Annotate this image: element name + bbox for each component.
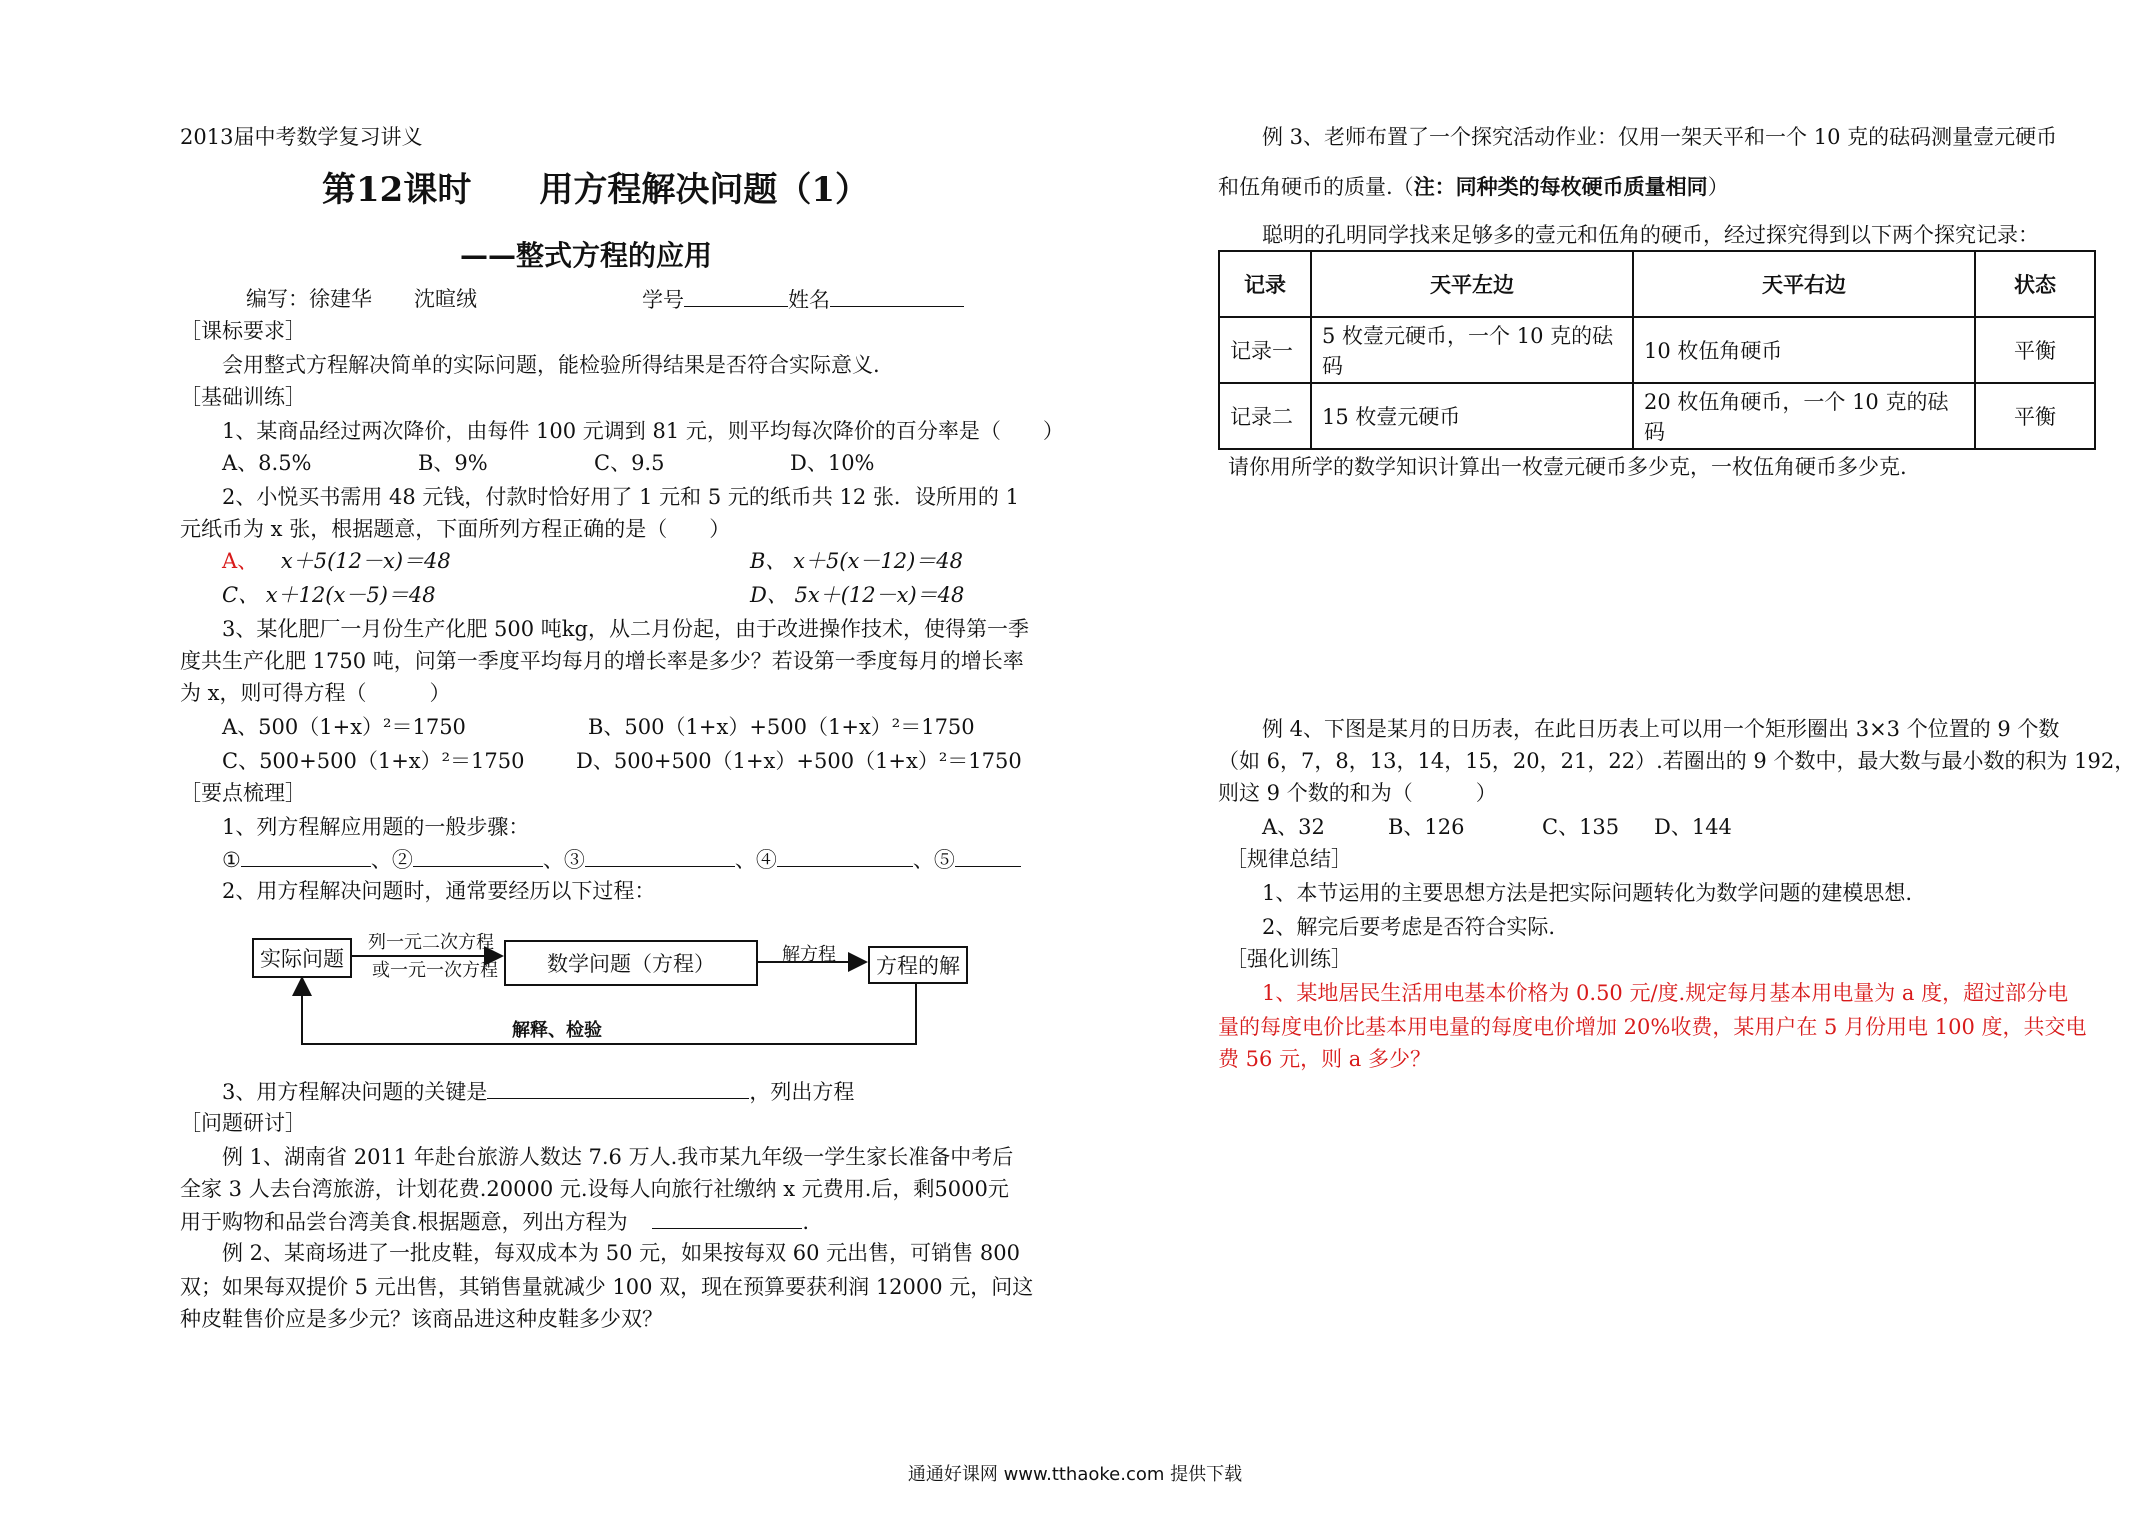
- example-4-line-2: （如 6，7，8，13，14，15，20，21，22）.若圈出的 9 个数中，最大数与最小数的积为 192，: [1218, 749, 2136, 773]
- ex4-option-a: A、32: [1262, 815, 1325, 839]
- header-record: 记录: [1219, 251, 1311, 317]
- point-3-tail: ，列出方程: [749, 1080, 855, 1104]
- example-3-line-1: 例 3、老师布置了一个探究活动作业：仅用一架天平和一个 10 克的砝码测量壹元硬币: [1262, 125, 2058, 149]
- step-5: 、⑤: [912, 848, 955, 872]
- section-summary: ［规律总结］: [1226, 847, 1352, 871]
- row-2-record: 记录二: [1219, 383, 1311, 449]
- question-1: 1、某商品经过两次降价，由每件 100 元调到 81 元，则平均每次降价的百分率是（ ）: [222, 419, 1064, 443]
- q1-option-d: D、10%: [790, 451, 875, 475]
- step-4: 、④: [734, 848, 777, 872]
- section-standard: ［课标要求］: [180, 319, 306, 343]
- row-1-record: 记录一: [1219, 317, 1311, 383]
- flow-return-line: [302, 978, 916, 1044]
- point-1: 1、列方程解应用题的一般步骤：: [222, 815, 530, 839]
- q3-option-b: B、500（1+x）+500（1+x）²＝1750: [588, 715, 975, 739]
- question-2-line-2: 元纸币为 x 张，根据题意，下面所列方程正确的是（ ）: [180, 517, 731, 541]
- flow-arrow-2-label: 解方程: [782, 944, 836, 965]
- strengthen-1-line-2: 量的每度电价比基本用电量的每度电价增加 20%收费，某用户在 5 月份用电 100 度，共交电: [1218, 1015, 2087, 1039]
- example-1-line-3: 用于购物和品尝台湾美食.根据题意，列出方程为 .: [180, 1206, 809, 1237]
- example-3-line-2: [1218, 172, 1729, 202]
- q2-option-a-label: A、: [222, 549, 259, 573]
- summary-2: 2、解完后要考虑是否符合实际.: [1262, 915, 1556, 939]
- example-3-text: 和伍角硬币的质量.（: [1218, 175, 1414, 199]
- example-1-prompt: 用于购物和品尝台湾美食.根据题意，列出方程为: [180, 1210, 628, 1234]
- row-1-left: 5 枚壹元硬币，一个 10 克的砝码: [1311, 317, 1633, 383]
- header-left-pan: 天平左边: [1311, 251, 1633, 317]
- student-id-label: 学号: [642, 288, 684, 312]
- q2-option-b: B、 x＋5(x－12)＝48: [750, 549, 963, 573]
- ex4-option-c: C、135: [1542, 815, 1620, 839]
- strengthen-1-line-3: 费 56 元，则 a 多少？: [1218, 1047, 1431, 1071]
- question-2-line-1: 2、小悦买书需用 48 元钱，付款时恰好用了 1 元和 5 元的纸币共 12 张．设所用的 1: [222, 485, 1019, 509]
- example-2-line-1: 例 2、某商场进了一批皮鞋，每双成本为 50 元，如果按每双 60 元出售，可销售 800: [222, 1241, 1020, 1265]
- section-basic: ［基础训练］: [180, 385, 306, 409]
- point-2: 2、用方程解决问题时，通常要经历以下过程：: [222, 879, 656, 903]
- q2-option-d: D、 5x＋(12－x)＝48: [750, 583, 965, 607]
- step-1: ①: [222, 848, 241, 872]
- summary-1: 1、本节运用的主要思想方法是把实际问题转化为数学问题的建模思想.: [1262, 881, 1913, 905]
- example-3-question: 请你用所学的数学知识计算出一枚壹元硬币多少克，一枚伍角硬币多少克.: [1228, 455, 1907, 479]
- lesson-title: 第12课时 用方程解决问题（1）: [322, 170, 869, 210]
- step-3: 、③: [542, 848, 585, 872]
- flow-arrow-1-bottom-label: 或一元一次方程: [372, 960, 498, 981]
- strengthen-1-line-1: 1、某地居民生活用电基本价格为 0.50 元/度.规定每月基本用电量为 a 度，超过部分电: [1262, 981, 2069, 1005]
- footer-credit: 通通好课网 www.tthaoke.com 提供下载: [907, 1464, 1243, 1485]
- row-1-status: 平衡: [1975, 317, 2095, 383]
- row-1-right: 10 枚伍角硬币: [1633, 317, 1975, 383]
- q3-option-d: D、500+500（1+x）+500（1+x）²＝1750: [576, 749, 1022, 773]
- section-strengthen: ［强化训练］: [1226, 947, 1352, 971]
- authors: 编写：徐建华 沈暄绒: [246, 287, 477, 311]
- example-2-line-2: 双；如果每双提价 5 元出售，其销售量就减少 100 双，现在预算要获利润 12000 元，问这: [180, 1275, 1034, 1299]
- q3-option-a: A、500（1+x）²＝1750: [222, 715, 466, 739]
- header-right-pan: 天平右边: [1633, 251, 1975, 317]
- table-header-row: [1219, 251, 2095, 317]
- q2-option-a-text: x＋5(12－x)＝48: [280, 549, 451, 573]
- example-1-line-2: 全家 3 人去台湾旅游，计划花费.20000 元.设每人向旅行社缴纳 x 元费用.后，剩5000元: [180, 1177, 1009, 1201]
- flow-box-solution: 方程的解: [868, 946, 968, 984]
- lesson-subtitle: ——整式方程的应用: [460, 239, 713, 272]
- example-3-note: 注：同种类的每枚硬币质量相同: [1413, 175, 1708, 199]
- flow-box-real-problem: 实际问题: [252, 938, 352, 978]
- question-3-line-2: 度共生产化肥 1750 吨，问第一季度平均每月的增长率是多少？若设第一季度每月的增长率: [180, 649, 1024, 673]
- q1-option-b: B、9%: [418, 451, 488, 475]
- q2-option-c: C、 x＋12(x－5)＝48: [222, 583, 436, 607]
- section-key-points: ［要点梳理］: [180, 781, 306, 805]
- example-4-line-3: 则这 9 个数的和为（ ）: [1218, 781, 1497, 805]
- document-header: 2013届中考数学复习讲义: [180, 125, 423, 149]
- point-3: [222, 1076, 854, 1107]
- q1-option-c: C、9.5: [594, 451, 665, 475]
- row-2-right: 20 枚伍角硬币，一个 10 克的砝码: [1633, 383, 1975, 449]
- question-3-line-3: 为 x，则可得方程（ ）: [180, 681, 451, 705]
- standard-text: 会用整式方程解决简单的实际问题，能检验所得结果是否符合实际意义.: [222, 353, 880, 377]
- table-row: [1219, 317, 2095, 383]
- ex4-option-b: B、126: [1388, 815, 1465, 839]
- point-3-text: 3、用方程解决问题的关键是: [222, 1080, 488, 1104]
- q3-option-c: C、500+500（1+x）²＝1750: [222, 749, 525, 773]
- name-label: 姓名: [788, 288, 830, 312]
- section-study: ［问题研讨］: [180, 1111, 306, 1135]
- example-2-line-3: 种皮鞋售价应是多少元？该商品进这种皮鞋多少双？: [180, 1307, 663, 1331]
- example-1-line-1: 例 1、湖南省 2011 年赴台旅游人数达 7.6 万人.我市某九年级一学生家长准备中考后: [222, 1145, 1014, 1169]
- example-3-line-3: 聪明的孔明同学找来足够多的壹元和伍角的硬币，经过探究得到以下两个探究记录：: [1262, 223, 2039, 247]
- flow-back-label: 解释、检验: [512, 1020, 602, 1041]
- example-4-line-1: 例 4、下图是某月的日历表，在此日历表上可以用一个矩形圈出 3×3 个位置的 9 个数: [1262, 717, 2060, 741]
- record-table: [1218, 250, 2096, 450]
- question-3-line-1: 3、某化肥厂一月份生产化肥 500 吨kg，从二月份起，由于改进操作技术，使得第一季: [222, 617, 1029, 641]
- row-2-status: 平衡: [1975, 383, 2095, 449]
- example-3-close: ）: [1707, 175, 1729, 199]
- step-2: 、②: [370, 848, 413, 872]
- ex4-option-d: D、144: [1654, 815, 1732, 839]
- header-status: 状态: [1975, 251, 2095, 317]
- flow-arrows: [0, 0, 1075, 1100]
- table-row: [1219, 383, 2095, 449]
- flow-arrow-1-top-label: 列一元二次方程: [368, 932, 494, 953]
- flow-box-math-problem: 数学问题（方程）: [504, 940, 758, 986]
- row-2-left: 15 枚壹元硬币: [1311, 383, 1633, 449]
- q1-option-a: A、8.5%: [222, 451, 312, 475]
